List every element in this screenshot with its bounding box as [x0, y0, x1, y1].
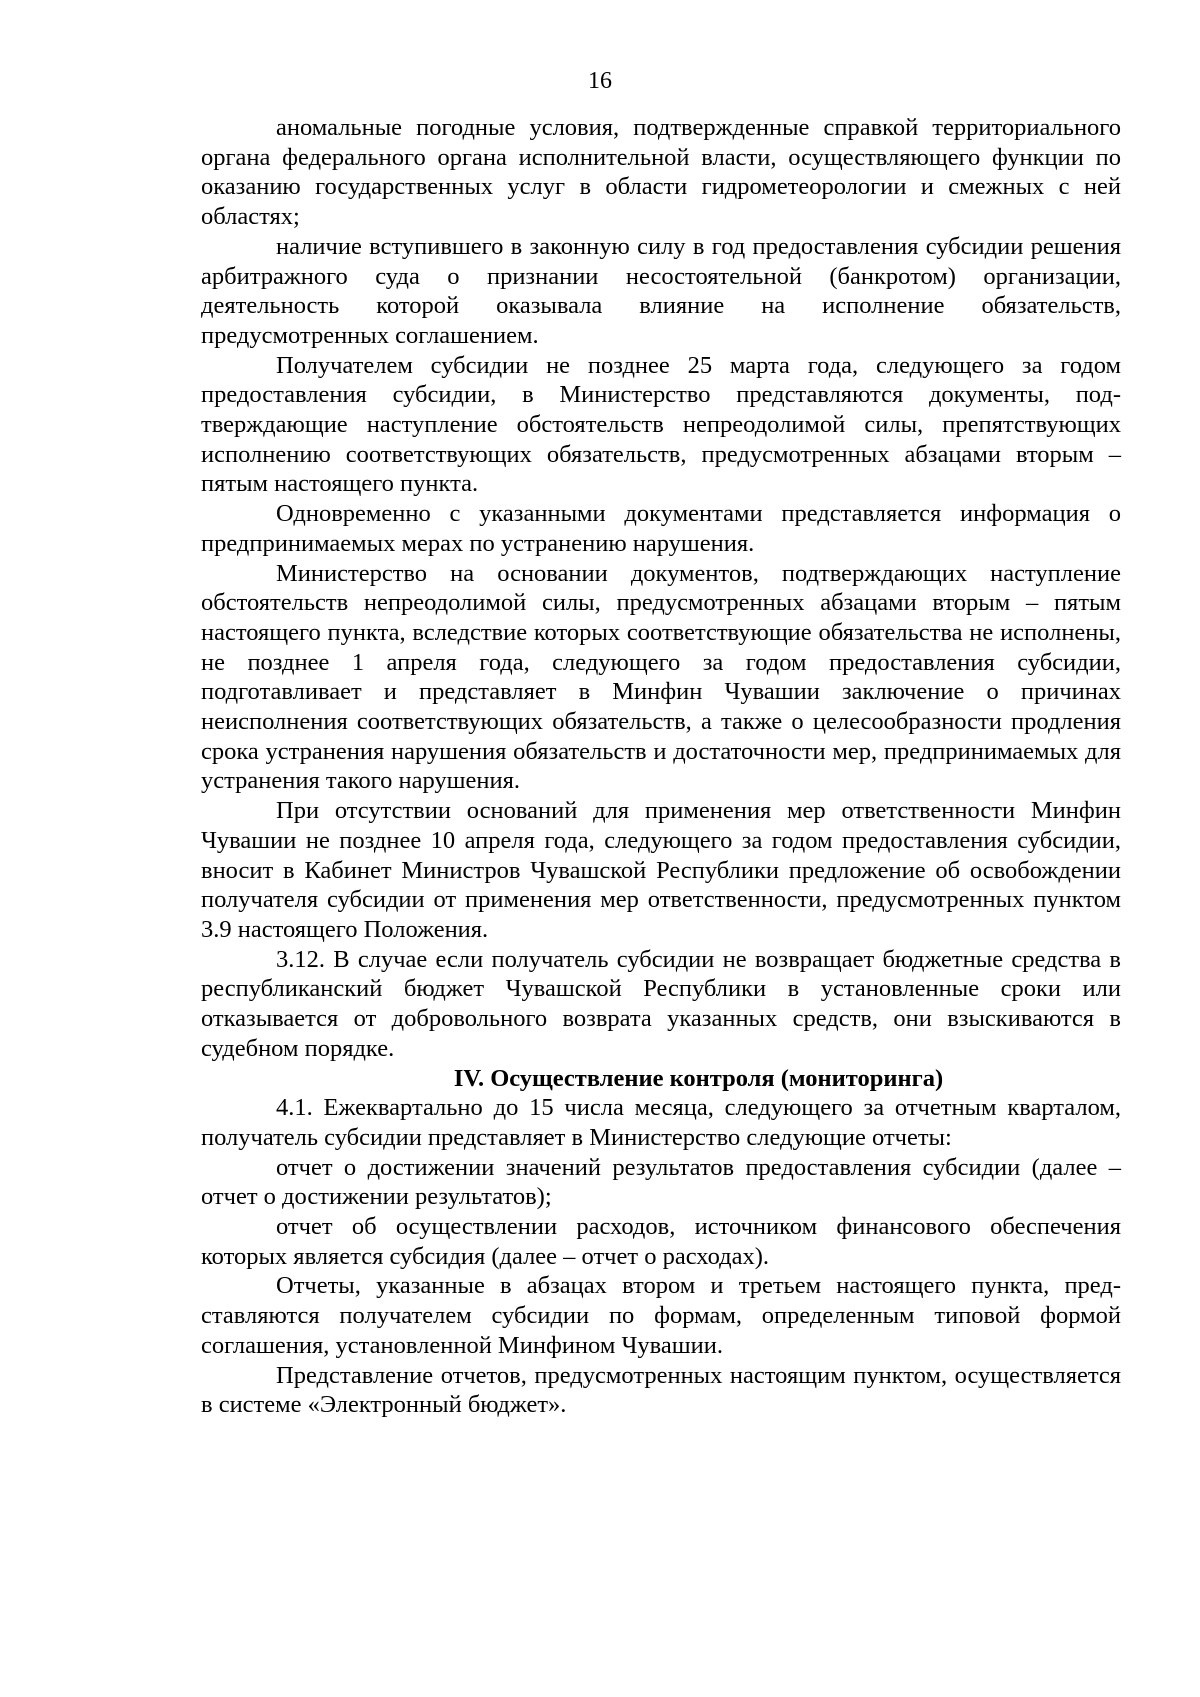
- paragraph: Одновременно с указанными документами представляется информация о предпринимаемых мерах по устранению нарушения.: [201, 500, 1121, 557]
- paragraph: Получателем субсидии не позднее 25 марта года, следующего за годом предоставления субсидии, в Министерство представляются документы, подтверждающие наступление обстоятельств непреодолимой силы, препятствующих исполнению соответствующих обязательств, предусмотренных абзацами вторым – пятым настоящего пункта.: [201, 351, 1121, 498]
- paragraph: аномальные погодные условия, подтвержденные справкой территориального органа федерального органа исполнительной власти, осуществляющего функции по оказанию государственных услуг в области гидрометеорологии и смежных с ней областях;: [201, 114, 1121, 231]
- paragraph: Отчеты, указанные в абзацах втором и третьем настоящего пункта, представляются получателем субсидии по формам, определенным типовой формой соглашения, установленной Минфином Чувашии.: [201, 1272, 1121, 1359]
- paragraph: отчет о достижении значений результатов предоставления субсидии (далее – отчет о достижении результатов);: [201, 1153, 1121, 1211]
- paragraph: Министерство на основании документов, подтверждающих наступление обстоятельств непреодолимой силы, предусмотренных абзацами вторым – пятым настоящего пункта, вследствие которых соответствующие обязательства не исполнены, не позднее 1 апреля года, следующего за годом предоставления субсидии, подготавливает и представляет в Минфин Чувашии заключение о причинах неисполнения соответствующих обязательств, а также о целесообразности продления срока устранения нарушения обязательств и достаточности мер, предпринимаемых для устранения такого нарушения.: [201, 559, 1121, 795]
- page-number: 16: [588, 68, 612, 94]
- paragraph: 4.1. Ежеквартально до 15 числа месяца, следующего за отчетным кварталом, получатель субсидии представляет в Министерство следующие отчеты:: [201, 1094, 1121, 1151]
- paragraph: При отсутствии оснований для применения мер ответственности Минфин Чувашии не позднее 10 апреля года, следующего за годом предоставления субсидии, вносит в Кабинет Министров Чувашской Республики предложение об освобождении получателя субсидии от применения мер ответственности, предусмотренных пунктом 3.9 настоящего Положения.: [201, 797, 1121, 943]
- paragraph: 3.12. В случае если получатель субсидии не возвращает бюджетные средства в республиканский бюджет Чувашской Республики в установленные сроки или отказывается от добровольного возврата указанных средств, они взыскиваются в судебном порядке.: [201, 945, 1121, 1062]
- section-heading: IV. Осуществление контроля (мониторинга): [453, 1064, 944, 1092]
- paragraph: наличие вступившего в законную силу в год предоставления субсидии решения арбитражного суда о признании несостоятельной (банкротом) организации, деятельность которой оказывала влияние на исполнение обязательств, предусмотренных соглашением.: [201, 232, 1121, 349]
- paragraph: Представление отчетов, предусмотренных настоящим пунктом, осуществляется в системе «Электронный бюджет».: [201, 1361, 1121, 1419]
- document-body: [201, 113, 1121, 1420]
- paragraph: отчет об осуществлении расходов, источником финансового обеспечения которых является субсидия (далее – отчет о расходах).: [201, 1213, 1121, 1270]
